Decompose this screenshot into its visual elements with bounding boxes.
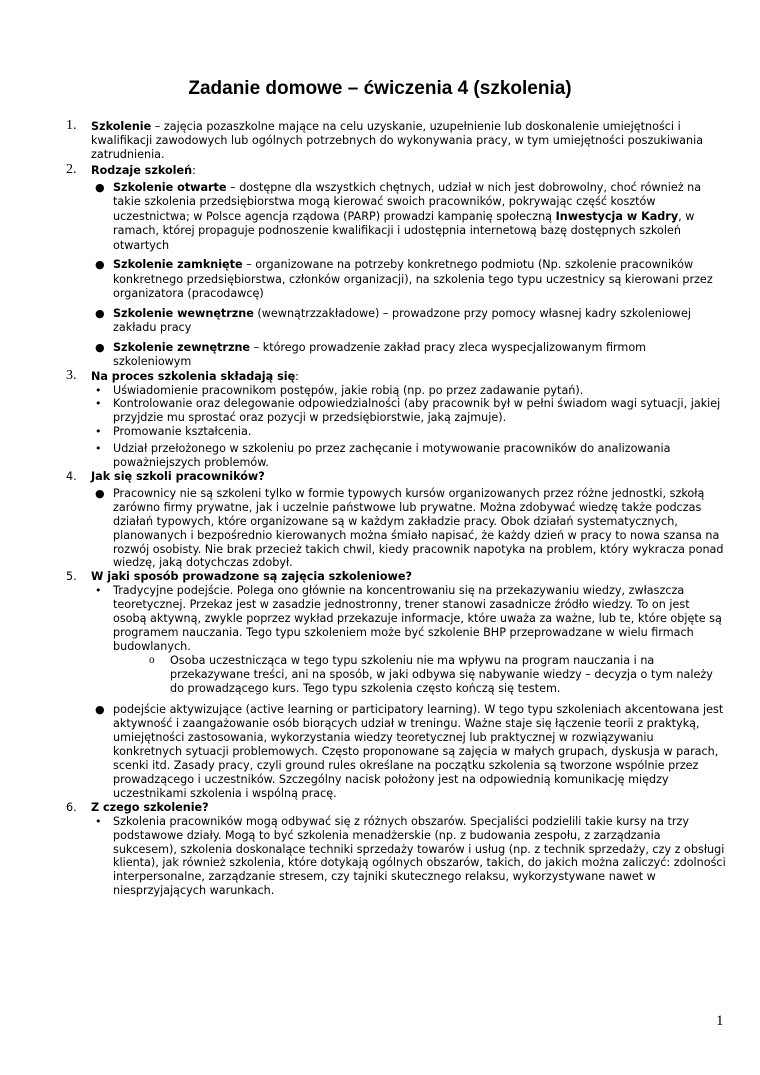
item-number: 2. [66, 161, 77, 177]
list-item-1 [66, 120, 726, 162]
bullet-icon: ● [95, 340, 105, 354]
bullet-icon: ● [95, 306, 105, 320]
bullet-item: ● Szkolenie wewnętrzne (wewnątrzzakładowe) – prowadzone przy pomocy własnej kadry szkoleniowej zakładu pracy [95, 306, 691, 335]
bullet-item: ● Szkolenie zewnętrzne – którego prowadzenie zakład pracy zleca wyspecjalizowanym firmom szkoleniowym [95, 340, 647, 369]
circle-bullet-icon: o [149, 653, 155, 666]
bullet-icon: • [95, 584, 102, 598]
item-heading: Jak się szkoli pracowników? [91, 469, 265, 483]
list-item-3: 3. Na proces szkolenia składają się: [66, 367, 299, 383]
item-heading: Na proces szkolenia składają się [91, 369, 296, 383]
list-item-6 [66, 801, 726, 815]
item-heading: W jaki sposób prowadzone są zajęcia szkoleniowe? [91, 570, 412, 584]
bullet-icon: • [95, 383, 102, 397]
item-number: 4. [66, 469, 77, 483]
item-number: 3. [66, 367, 77, 383]
document-body [66, 120, 726, 898]
item-number: 5. [66, 570, 77, 584]
bullet-icon: ● [95, 486, 105, 500]
bullet-item: • Kontrolowanie oraz delegowanie odpowiedzialności (aby pracownik był w pełni świadom wagi sytuacji, jakiej przyjdzie mu sprostać oraz pozycji w przedsiębiorstwie, jaką zajmuje). [95, 397, 721, 425]
bullet-icon: • [95, 814, 102, 828]
bullet-item: • Szkolenia pracowników mogą odbywać się z różnych obszarów. Specjaliści podzielili takie kursy na trzy podstawowe działy. Mogą to być szkolenia menadżerskie (np. z budowania zespołu, z zarządzania sukcesem), szkolenia doskonalące techniki sprzedaży towarów i usług (np. z technik sprzedaży, czy z obsługi klienta), jak również szkolenia, które dotykają ogólnych obszarów, takich, do jakich można zaliczyć: zdolności interpersonalne, zarządzanie stresem, czy tajniki skutecznego relaksu, wykorzystywane nawet w niesprzyjających warunkach. [95, 814, 726, 898]
item-text: – zajęcia pozaszkolne mające na celu uzyskanie, uzupełnienie lub doskonalenie umiejętności i kwalifikacji zawodowych lub ogólnych potrzebnych do wykonywania pracy, w tym umiejętności poszukiwania zatrudnienia. [91, 120, 704, 161]
page-number: 1 [716, 1013, 724, 1029]
bullet-icon: ● [95, 258, 105, 272]
list-item-2: 2. Rodzaje szkoleń: [66, 161, 196, 177]
bullet-icon: • [95, 397, 102, 411]
bullet-item: ● podejście aktywizujące (active learning or participatory learning). W tego typu szkoleniach akcentowana jest aktywność i zaangażowanie osób biorących udział w treningu. Ważne staje się łączenie teorii z praktyką, umiejętności zastosowania, wykorzystania wiedzy teoretycznej lub praktycznej w rozwiązywaniu konkretnych sytuacji problemowych. Często proponowane są zajęcia w małych grupach, dyskusja w parach, scenki itd. Zasady pracy, czyli ground rules określane na początku szkolenia są tworzone wspólnie przez prowadzącego i uczestników. Szczególny nacisk położony jest na odpowiednią komunikację między uczestnikami szkolenia i wspólną pracę. [95, 703, 724, 800]
list-item-4 [66, 470, 726, 484]
sub-bullet-item: o Osoba uczestnicząca w tego typu szkoleniu nie ma wpływu na program nauczania i na przekazywane treści, ani na sposób, w jaki odbywa się nabywanie wiedzy – decyzja o tym należy do prowadzącego kurs. Tego typu szkolenia często kończą się testem. [149, 653, 713, 695]
item-number: 6. [66, 800, 77, 814]
bullet-item: • Tradycyjne podejście. Polega ono głównie na koncentrowaniu się na przekazywaniu wiedzy, zwłaszcza teoretycznej. Przekaz jest w zasadzie jednostronny, trener stanowi zasadnicze źródło wiedzy. To on jest osobą aktywną, zwykle poprzez wykład przekazuje informacje, które uważa za ważne, lub te, które objęte są programem nauczania. Tego typu szkoleniem może być szkolenie BHP przeprowadzane w wielu firmach budowlanych. [95, 584, 722, 653]
bullet-item: ● Pracownicy nie są szkoleni tylko w formie typowych kursów organizowanych przez różne jednostki, szkołą zarówno firmy prywatne, jak i uczelnie państwowe lub prywatne. Można zdobywać wiedzę także podczas działań typowych, które organizowane są w każdym zakładzie pracy. Obok działań systematycznych, planowanych i bezpośrednio kierowanych można śmiało napisać, że każdy dzień w pracy to nowa szansa na rozwój osobisty. Nie brak przecież takich chwil, kiedy pracownik napotyka na problem, który wykracza ponad wiedzę, jaką dotychczas zdobył. [95, 486, 724, 570]
bullet-icon: • [95, 442, 102, 456]
bullet-item: • Udział przełożonego w szkoleniu po przez zachęcanie i motywowanie pracowników do analizowania poważniejszych problemów. [95, 442, 671, 470]
bullet-icon: • [95, 425, 102, 439]
bullet-item: • Uświadomienie pracownikom postępów, jakie robią (np. po przez zadawanie pytań). [95, 383, 584, 397]
bullet-item: ● Szkolenie zamknięte – organizowane na potrzeby konkretnego podmiotu (Np. szkolenie pracowników konkretnego przedsiębiorstwa, członków organizacji), na szkolenia tego typu uczestnicy są kierowani przez organizatora (pracodawcę) [95, 258, 713, 301]
list-item-5 [66, 570, 726, 584]
bullet-icon: ● [95, 180, 105, 194]
item-heading: Z czego szkolenie? [91, 800, 209, 814]
bullet-item: • Promowanie kształcenia. [95, 425, 252, 439]
bullet-item: ● Szkolenie otwarte – dostępne dla wszystkich chętnych, udział w nich jest dobrowolny, choć również na takie szkolenia przedsiębiorstwa mogą kierować swoich pracowników, pokrywając część kosztów uczestnictwa; w Polsce agencja rządowa (PARP) prowadzi kampanię społeczną Inwestycja w Kadry, w ramach, której propaguje podnoszenie kwalifikacji i udostępnia internetową bazę dostępnych szkoleń otwartych [95, 180, 702, 252]
item-heading: Rodzaje szkoleń [91, 163, 193, 177]
item-heading: Szkolenie [91, 120, 152, 133]
item-number: 1. [66, 118, 77, 133]
page-title: Zadanie domowe – ćwiczenia 4 (szkolenia) [188, 78, 572, 99]
bullet-icon: ● [95, 703, 105, 717]
